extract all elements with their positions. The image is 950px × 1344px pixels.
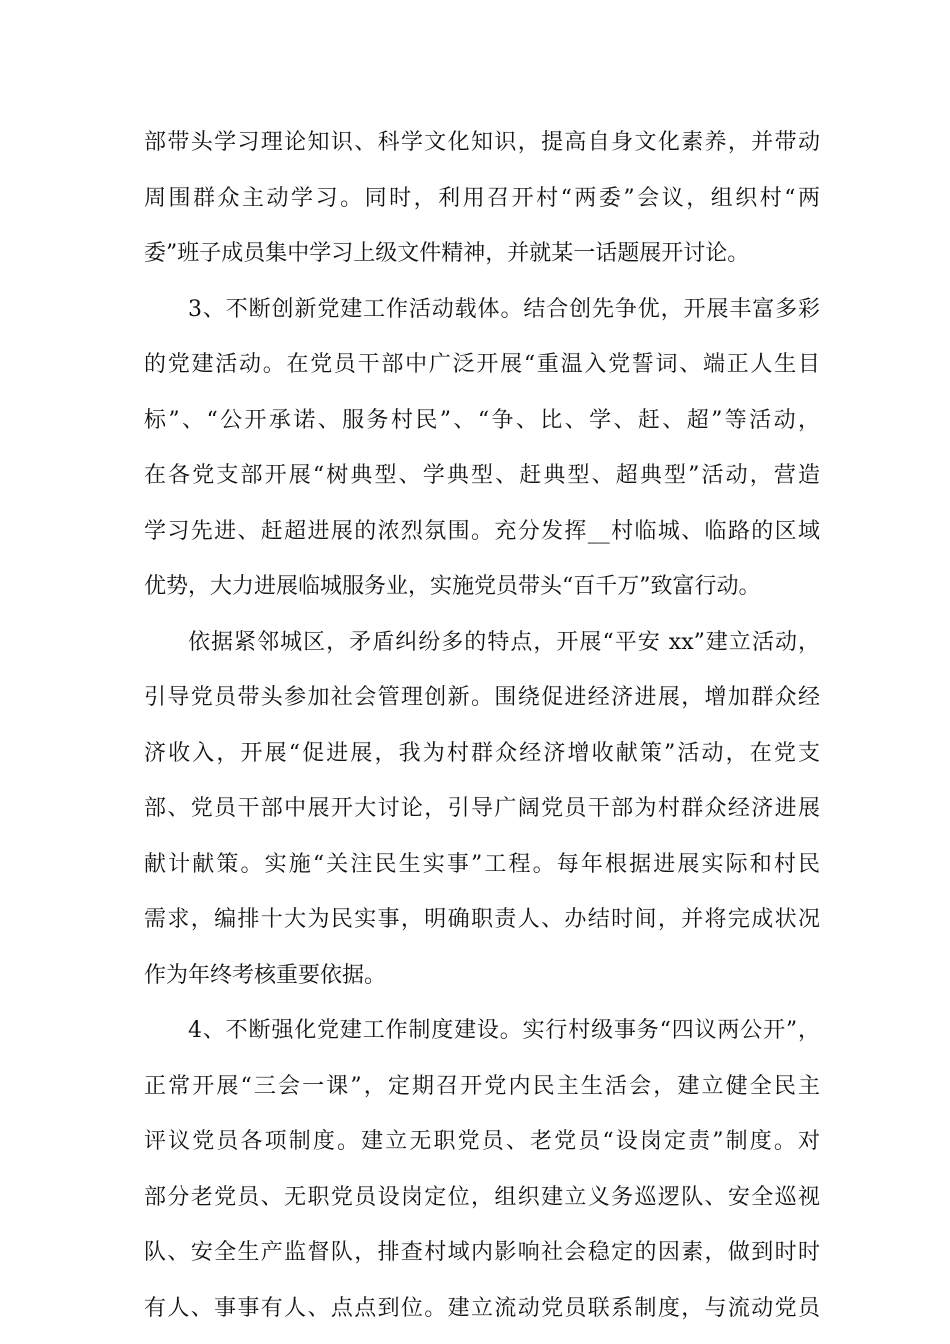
paragraph-line: 优势，大力进展临城服务业，实施党员带头“百千万”致富行动。: [144, 574, 761, 599]
paragraph-line: 周围群众主动学习。同时，利用召开村“两委”会议，组织村“两: [144, 185, 820, 211]
paragraph-line: 献计献策。实施“关注民生实事”工程。每年根据进展实际和村民: [144, 851, 820, 877]
paragraph-line: 部分老党员、无职党员设岗定位，组织建立义务巡逻队、安全巡视: [144, 1184, 820, 1210]
paragraph-line: 有人、事事有人、点点到位。建立流动党员联系制度，与流动党员: [144, 1295, 820, 1321]
paragraph-line: 标”、“公开承诺、服务村民”、“争、比、学、赶、超”等活动，: [144, 407, 820, 433]
paragraph-study: [144, 128, 820, 295]
paragraph-line: 的党建活动。在党员干部中广泛开展“重温入党誓词、端正人生目: [144, 352, 820, 377]
paragraph-safety: [144, 628, 820, 1017]
paragraph-line: 在各党支部开展“树典型、学典型、赶典型、超典型”活动，营造: [144, 463, 820, 488]
paragraph-line: 部、党员干部中展开大讨论，引导广阔党员干部为村群众经济进展: [144, 796, 820, 821]
paragraph-line: 学习先进、赶超进展的浓烈氛围。充分发挥__村临城、临路的区域: [144, 518, 820, 544]
paragraph-line: 评议党员各项制度。建立无职党员、老党员“设岗定责”制度。对: [144, 1129, 820, 1154]
paragraph-line: 依据紧邻城区，矛盾纠纷多的特点，开展“平安 xx”建立活动，: [188, 629, 820, 655]
paragraph-line: 引导党员带头参加社会管理创新。围绕促进经济进展，增加群众经: [144, 685, 820, 710]
paragraph-line: 正常开展“三会一课”，定期召开党内民主生活会，建立健全民主: [144, 1073, 820, 1099]
paragraph-line: 3、不断创新党建工作活动载体。结合创先争优，开展丰富多彩: [188, 296, 820, 322]
paragraph-line: 委”班子成员集中学习上级文件精神，并就某一话题展开讨论。: [144, 241, 750, 266]
paragraph-line: 队、安全生产监督队，排查村域内影响社会稳定的因素，做到时时: [144, 1240, 820, 1265]
paragraph-line: 部带头学习理论知识、科学文化知识，提高自身文化素养，并带动: [144, 130, 820, 155]
paragraph-line: 4、不断强化党建工作制度建设。实行村级事务“四议两公开”，: [188, 1018, 820, 1043]
paragraph-line: 需求，编排十大为民实事，明确职责人、办结时间，并将完成状况: [144, 907, 820, 932]
paragraph-line: 济收入，开展“促进展，我为村群众经济增收献策”活动，在党支: [144, 740, 820, 766]
paragraph-line: 作为年终考核重要依据。: [144, 962, 387, 988]
paragraph-activities: [144, 295, 820, 628]
document-body: [144, 128, 820, 1324]
paragraph-system: [144, 1016, 820, 1324]
